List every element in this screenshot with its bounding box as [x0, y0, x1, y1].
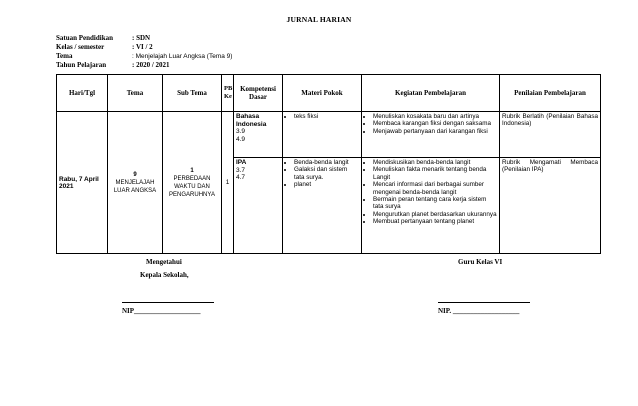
kd-number: 4.7 — [236, 174, 246, 181]
info-row-kelas — [56, 43, 232, 52]
info-value: : Menjelajah Luar Angksa (Tema 9) — [132, 53, 233, 60]
penilaian-text: Rubrik Berlatih (Penilaian Bahasa Indonesia) — [502, 113, 598, 128]
kegiatan-item: • Menjawab pertanyaan dari karangan fiksi — [373, 128, 497, 135]
kegiatan-item: • Menuliskan kosakata baru dan artinya — [373, 113, 497, 120]
subtema-cell — [163, 112, 222, 254]
materi-cell — [283, 112, 362, 158]
materi-item: • Benda-benda langit — [294, 159, 359, 166]
kegiatan-item: • Mencari informasi dari berbagai sumber mengenai benda-benda langit — [373, 181, 497, 196]
header-hari: Hari/Tgl — [57, 75, 108, 112]
page-title: JURNAL HARIAN — [286, 15, 352, 24]
signature-left-line — [122, 302, 214, 303]
tema-name: MENJELAJAH LUAR ANGKSA — [113, 179, 157, 194]
table-row — [57, 112, 601, 158]
kegiatan-cell — [362, 158, 500, 254]
pb-cell: 1 — [222, 112, 234, 254]
header-tema: Tema — [108, 75, 163, 112]
kegiatan-item: • Membaca karangan fiksi dengan saksama — [373, 120, 497, 127]
info-row-tema — [56, 52, 232, 61]
hari-cell: Rabu, 7 April 2021 — [57, 112, 108, 254]
penilaian-text: Rubrik Mengamati Membaca (Penilaian IPA) — [502, 159, 598, 174]
signature-left-title: Kepala Sekolah, — [140, 271, 189, 279]
kd-number: 3.7 — [236, 166, 246, 174]
info-label: Tahun Pelajaran — [56, 61, 107, 69]
tema-cell — [108, 112, 163, 254]
signature-left-mengetahui: Mengetahui — [146, 258, 182, 266]
kd-cell — [234, 158, 283, 254]
kegiatan-item: • Menuliskan fakta menarik tentang benda Langit — [373, 166, 497, 181]
header-kd: Kompetensi Dasar — [234, 75, 283, 112]
info-value: : SDN — [132, 34, 151, 42]
kegiatan-cell — [362, 112, 500, 158]
kegiatan-item: • Bermain peran tentang cara kerja sistem tata surya — [373, 196, 497, 211]
header-materi: Materi Pokok — [283, 75, 362, 112]
signature-right-line — [438, 302, 530, 303]
info-row-satuan — [56, 34, 232, 43]
header-subtema: Sub Tema — [163, 75, 222, 112]
kd-number: 3.9 — [236, 128, 246, 135]
kd-subject: Bahasa Indonesia — [236, 113, 267, 128]
kd-cell — [234, 112, 283, 158]
info-block — [56, 34, 232, 70]
kegiatan-item: • Mendiskusikan benda-benda langit — [373, 159, 497, 166]
info-label: Satuan Pendidikan — [56, 34, 113, 42]
materi-item: • Galaksi dan sistem tata surya. — [294, 166, 359, 181]
table-header-row — [57, 75, 601, 112]
tema-number: 9 — [133, 171, 137, 178]
header-pb: PB Ke — [222, 75, 234, 112]
penilaian-cell — [500, 158, 601, 254]
info-label: Kelas / semester — [56, 43, 105, 51]
materi-item: • teks fiksi — [294, 113, 359, 120]
info-label: Tema — [56, 52, 73, 60]
subtema-number: 1 — [190, 167, 194, 174]
kd-number: 4.9 — [236, 135, 246, 143]
info-value: : 2020 / 2021 — [132, 61, 170, 69]
signature-right-nip: NIP. ___________________ — [438, 307, 520, 315]
materi-item: • planet — [294, 181, 359, 188]
info-row-tahun — [56, 61, 232, 70]
subtema-name: PERBEDAAN WAKTU DAN PENGARUHNYA — [169, 175, 215, 198]
header-penilaian: Penilaian Pembelajaran — [500, 75, 601, 112]
header-kegiatan: Kegiatan Pembelajaran — [362, 75, 500, 112]
journal-table — [56, 74, 601, 254]
signature-right-title: Guru Kelas VI — [458, 258, 503, 266]
signature-left-nip: NIP___________________ — [122, 307, 201, 315]
kegiatan-item: • Mengurutkan planet berdasarkan ukurannya — [373, 211, 497, 218]
info-value: : VI / 2 — [132, 43, 153, 51]
kegiatan-item: • Membuat pertanyaan tentang planet — [373, 218, 497, 225]
penilaian-cell — [500, 112, 601, 158]
materi-cell — [283, 158, 362, 254]
kd-subject: IPA — [236, 159, 247, 166]
